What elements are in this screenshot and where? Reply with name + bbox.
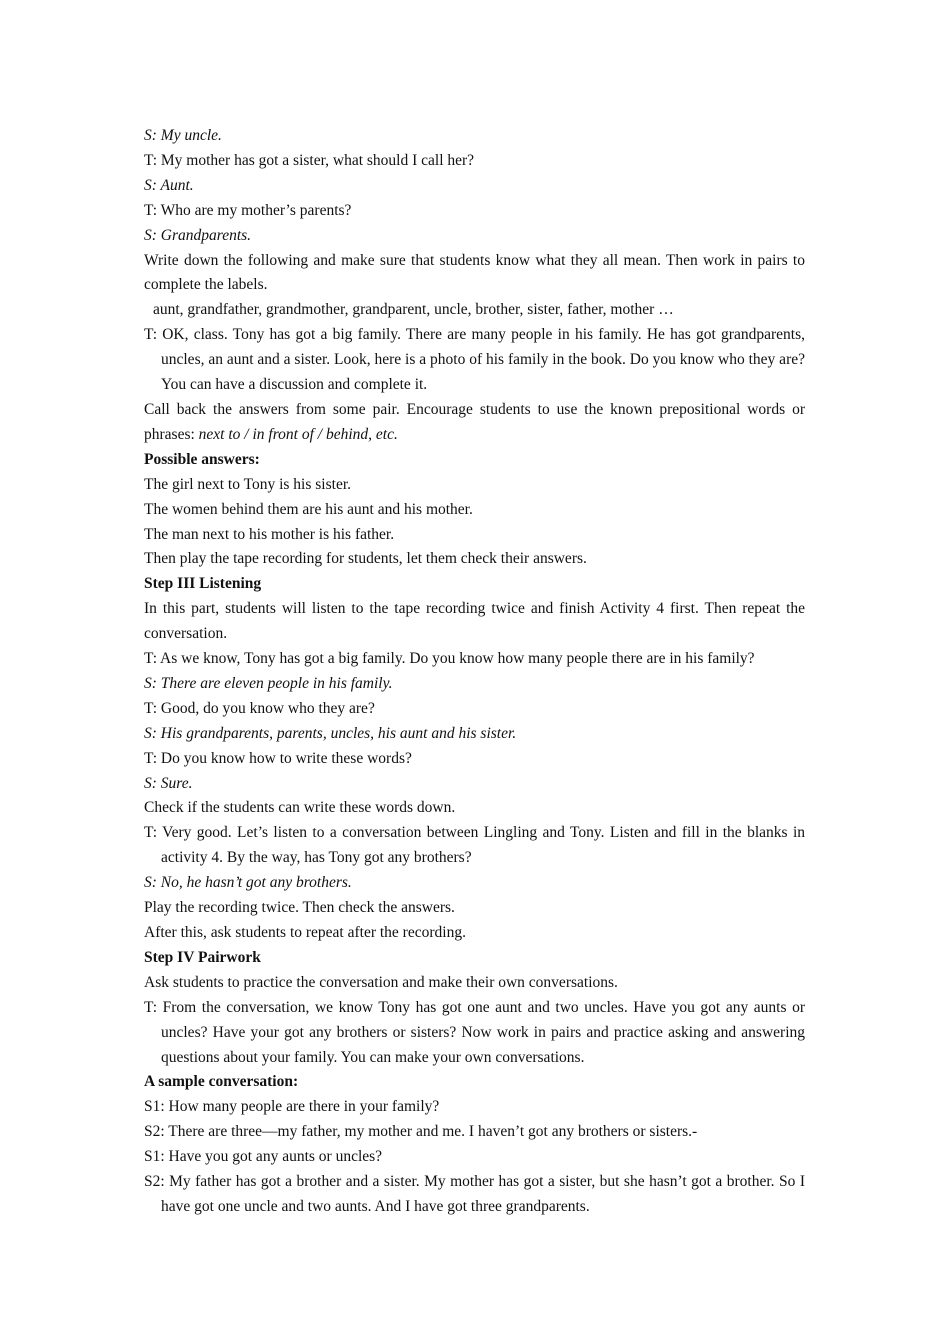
student-answer-grandparents: S: Grandparents. [144, 226, 252, 244]
sample-conversation-heading: A sample conversation: [144, 1073, 299, 1091]
student-answer-aunt: S: Aunt. [144, 176, 194, 194]
answer-line-3: The man next to his mother is his father. [144, 525, 395, 543]
repeat-instruction: After this, ask students to repeat after the recording. [144, 924, 466, 941]
teacher-pairwork-prompt: T: From the conversation, we know Tony has got one aunt and two uncles. Have you got any aunts or uncles? Have your got any brothers or sisters? Now work in pairs and practice asking and answering questions about your family. You can make your own conversations. [144, 998, 805, 1066]
call-back-text: Call back the answers from some pair. Encourage students to use the known prepositional words or phrases: [144, 400, 805, 443]
pairwork-instruction: Ask students to practice the conversation and make their own conversations. [144, 973, 618, 991]
teacher-family-intro: T: OK, class. Tony has got a big family. There are many people in his family. He has got grandparents, uncles, an aunt and a sister. Look, here is a photo of his family in the book. Do you know who they are? You can have a discussion and complete it. [144, 326, 805, 394]
teacher-question-family-size: T: As we know, Tony has got a big family. Do you know how many people there are in his family? [144, 650, 755, 668]
sample-s2-answer-1: S2: There are three—my father, my mother and me. I haven’t got any brothers or sisters.- [144, 1123, 698, 1141]
sample-s1-question-1: S1: How many people are there in your family? [144, 1098, 440, 1116]
play-recording-instruction: Play the recording twice. Then check the answers. [144, 899, 455, 917]
teacher-listen-instruction: T: Very good. Let’s listen to a conversation between Lingling and Tony. Listen and fill in the blanks in activity 4. By the way, has Tony got any brothers? [144, 824, 805, 867]
answer-line-1: The girl next to Tony is his sister. [144, 475, 352, 493]
step-three-heading: Step III Listening [144, 575, 262, 593]
prepositions-text: next to / in front of / behind, etc. [198, 425, 398, 443]
teacher-question-write: T: Do you know how to write these words? [144, 749, 412, 767]
student-answer-eleven: S: There are eleven people in his family. [144, 674, 393, 692]
call-back-paragraph [144, 398, 805, 448]
tape-instruction: Then play the tape recording for students, let them check their answers. [144, 550, 587, 568]
step-four-heading: Step IV Pairwork [144, 948, 261, 966]
document-page [144, 124, 805, 1220]
instruction-paragraph: Write down the following and make sure that students know what they all mean. Then work in pairs to complete the labels. [144, 251, 805, 294]
vocabulary-list: aunt, grandfather, grandmother, grandparent, uncle, brother, sister, father, mother … [153, 301, 674, 319]
listening-paragraph: In this part, students will listen to the tape recording twice and finish Activity 4 first. Then repeat the conversation. [144, 600, 805, 643]
check-writing-instruction: Check if the students can write these words down. [144, 799, 456, 817]
sample-s2-answer-2: S2: My father has got a brother and a sister. My mother has got a sister, but she hasn’t got a brother. So I have got one uncle and two aunts. And I have got three grandparents. [144, 1173, 805, 1215]
answer-line-2: The women behind them are his aunt and his mother. [144, 500, 473, 518]
student-answer-uncle: S: My uncle. [144, 127, 222, 144]
possible-answers-heading: Possible answers: [144, 450, 260, 468]
sample-s1-question-2: S1: Have you got any aunts or uncles? [144, 1148, 383, 1166]
student-answer-members: S: His grandparents, parents, uncles, his aunt and his sister. [144, 724, 517, 742]
student-answer-sure: S: Sure. [144, 774, 193, 792]
teacher-question-parents: T: Who are my mother’s parents? [144, 201, 352, 219]
student-answer-brothers: S: No, he hasn’t got any brothers. [144, 874, 352, 892]
teacher-question-aunt: T: My mother has got a sister, what should I call her? [144, 151, 475, 169]
teacher-question-who: T: Good, do you know who they are? [144, 699, 375, 717]
